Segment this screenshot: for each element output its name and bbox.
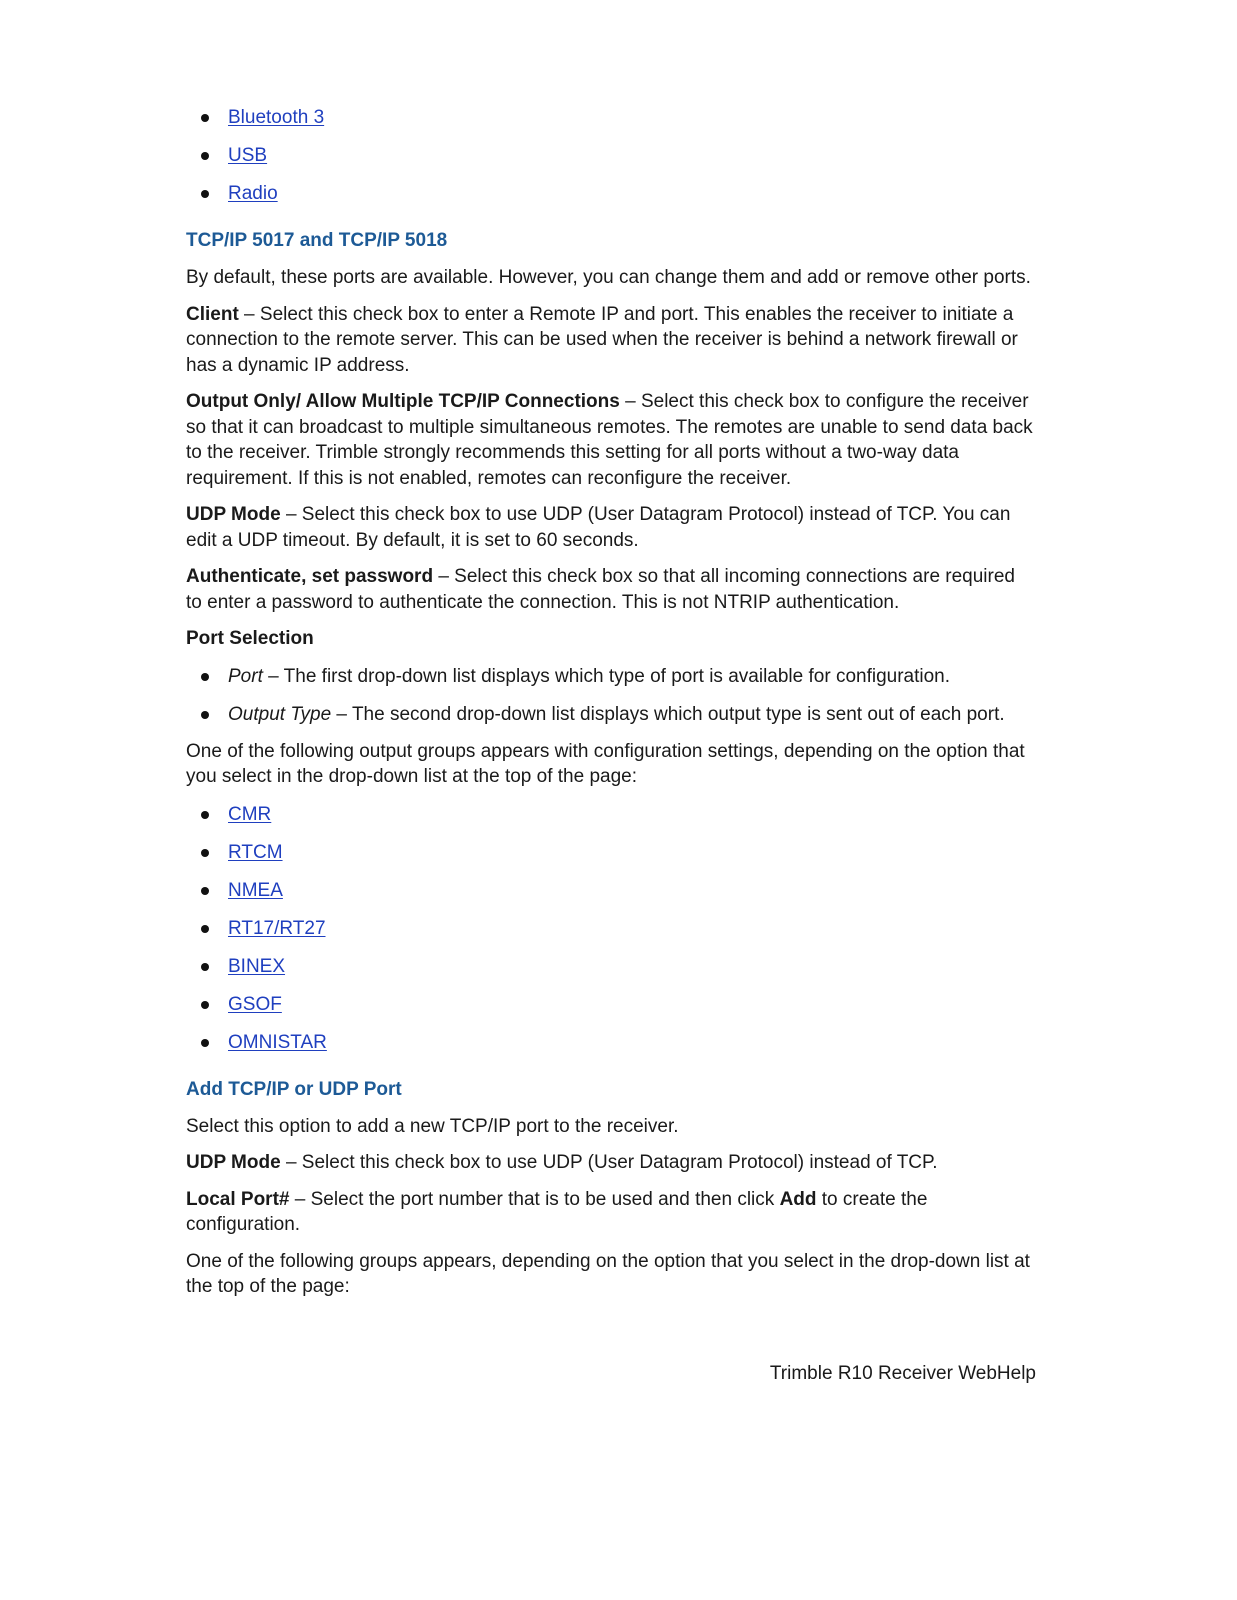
nmea-link[interactable]: NMEA	[228, 879, 283, 901]
udp-mode-paragraph	[186, 502, 1036, 553]
local-port-text-b: to create the configuration.	[186, 1188, 928, 1235]
binex-link[interactable]: BINEX	[228, 955, 286, 977]
list-item	[186, 1029, 1036, 1056]
local-port-paragraph	[186, 1187, 1036, 1238]
list-item	[186, 801, 1036, 828]
output-groups-intro: One of the following output groups appears with configuration settings, depending on the option that you select in the drop-down list at the top of the page:	[186, 740, 1025, 787]
radio-link[interactable]: Radio	[228, 183, 278, 204]
client-paragraph	[186, 302, 1036, 379]
list-item	[186, 991, 1036, 1018]
section2-intro: Select this option to add a new TCP/IP port to the receiver.	[186, 1115, 679, 1137]
port-selection-label: Port Selection	[186, 628, 314, 649]
gsof-link[interactable]: GSOF	[228, 993, 282, 1015]
output-type-term: Output Type	[228, 703, 332, 725]
list-item	[186, 663, 1036, 690]
add-udp-mode-label: UDP Mode	[186, 1152, 281, 1173]
output-only-paragraph	[186, 389, 1036, 491]
add-udp-mode-text: – Select this check box to use UDP (User Datagram Protocol) instead of TCP.	[280, 1152, 938, 1173]
list-item	[186, 142, 1036, 169]
local-port-text-a: – Select the port number that is to be used and then click	[289, 1188, 780, 1210]
client-text: – Select this check box to enter a Remote IP and port. This enables the receiver to initiate a connection to the remote server. This can be used when the receiver is behind a network firewall or has a dynamic IP address.	[186, 303, 1018, 376]
page-footer: Trimble R10 Receiver WebHelp	[769, 1363, 1036, 1384]
port-term-text: – The first drop-down list displays which type of port is available for configuration.	[262, 665, 951, 687]
list-item	[186, 701, 1036, 728]
list-item	[186, 877, 1036, 904]
rtcm-link[interactable]: RTCM	[228, 841, 283, 863]
authenticate-paragraph	[186, 564, 1036, 615]
groups-intro-paragraph: One of the following groups appears, depending on the option that you select in the drop-down list at the top of the page:	[186, 1250, 1030, 1297]
udp-mode-label: UDP Mode	[186, 504, 281, 525]
port-selection-paragraph	[186, 626, 1036, 652]
output-type-term-text: – The second drop-down list displays which output type is sent out of each port.	[331, 703, 1005, 725]
add-udp-mode-paragraph	[186, 1150, 1036, 1176]
authenticate-text: – Select this check box so that all incoming connections are required to enter a password to authenticate the connection. This is not NTRIP authentication.	[186, 566, 1015, 613]
usb-link[interactable]: USB	[228, 145, 268, 166]
authenticate-label: Authenticate, set password	[186, 566, 434, 587]
port-term: Port	[228, 665, 263, 687]
list-item	[186, 839, 1036, 866]
connection-links-list	[186, 104, 1036, 207]
rt17-rt27-link[interactable]: RT17/RT27	[228, 917, 326, 939]
document-page	[186, 104, 1036, 1311]
output-only-label: Output Only/ Allow Multiple TCP/IP Connections	[186, 391, 620, 412]
list-item	[186, 953, 1036, 980]
bluetooth-3-link[interactable]: Bluetooth 3	[228, 107, 325, 128]
section-heading-tcpip-5017-5018: TCP/IP 5017 and TCP/IP 5018	[186, 230, 448, 251]
udp-mode-text: – Select this check box to use UDP (User Datagram Protocol) instead of TCP. You can edit a UDP timeout. By default, it is set to 60 seconds.	[186, 504, 1011, 551]
add-term: Add	[779, 1188, 817, 1210]
list-item	[186, 180, 1036, 207]
client-label: Client	[186, 303, 239, 325]
output-only-text: – Select this check box to configure the receiver so that it can broadcast to multiple simultaneous remotes. The remotes are unable to send data back to the receiver. Trimble strongly recommends this setting for all ports without a two-way data requirement. If this is not enabled, remotes can reconfigure the receiver.	[186, 391, 1033, 489]
cmr-link[interactable]: CMR	[228, 803, 272, 825]
output-group-links-list	[186, 801, 1036, 1056]
port-selection-list	[186, 663, 1036, 728]
local-port-label: Local Port#	[186, 1188, 290, 1210]
omnistar-link[interactable]: OMNISTAR	[228, 1031, 327, 1053]
section-heading-add-tcpip-udp-port: Add TCP/IP or UDP Port	[186, 1078, 402, 1100]
list-item	[186, 915, 1036, 942]
list-item	[186, 104, 1036, 131]
section1-intro: By default, these ports are available. However, you can change them and add or remove other ports.	[186, 267, 1031, 288]
